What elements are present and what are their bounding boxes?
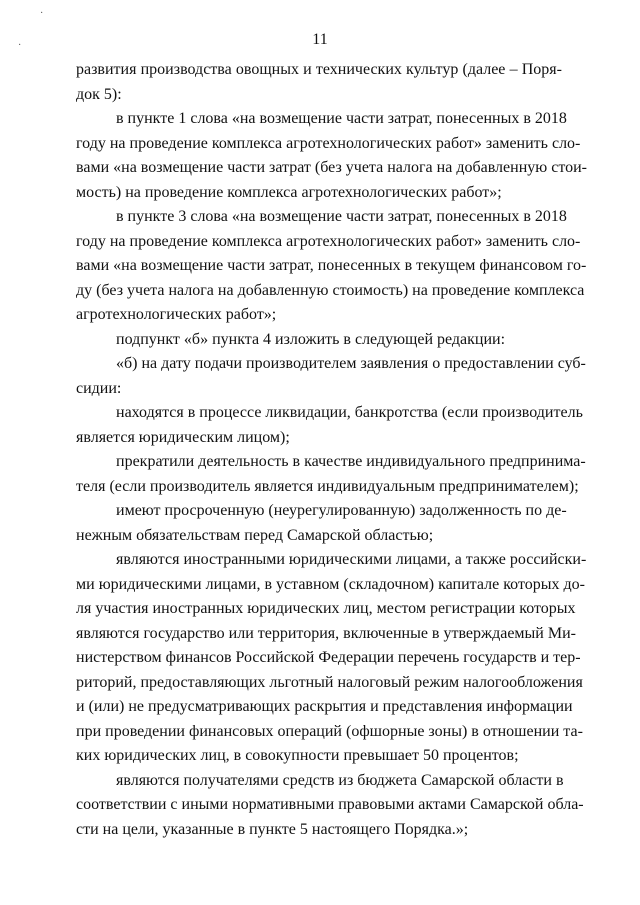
text-line: агротехнологических работ»; bbox=[76, 306, 277, 323]
text-line: теля (если производитель является индивидуальным предпринимателем); bbox=[76, 477, 579, 495]
text-line: сидии: bbox=[76, 379, 122, 397]
text-line: сти на цели, указанные в пункте 5 настоящего Порядка.»; bbox=[76, 820, 469, 838]
text-line: в пункте 1 слова «на возмещение части затрат, понесенных в 2018 bbox=[116, 110, 567, 127]
text-line: году на проведение комплекса агротехнологических работ» заменить сло- bbox=[76, 232, 581, 250]
text-line: прекратили деятельность в качестве индивидуального предпринима- bbox=[116, 453, 586, 470]
text-line: в пункте 3 слова «на возмещение части затрат, понесенных в 2018 bbox=[116, 208, 567, 225]
text-line: нежным обязательствам перед Самарской областью; bbox=[76, 526, 434, 544]
page-number: 11 bbox=[312, 31, 328, 48]
text-line: вами «на возмещение части затрат, понесенных в текущем финансовом го- bbox=[76, 257, 587, 274]
text-line: являются государство или территория, включенные в утверждаемый Ми- bbox=[76, 624, 576, 642]
text-line: имеют просроченную (неурегулированную) задолженность по де- bbox=[116, 502, 567, 519]
text-line: являются получателями средств из бюджета Самарской области в bbox=[116, 771, 564, 789]
text-line: являются иностранными юридическими лицами, а также российски- bbox=[116, 551, 587, 568]
scan-dot-mark: · bbox=[40, 8, 44, 19]
text-line: мость) на проведение комплекса агротехнологических работ»; bbox=[76, 183, 502, 201]
text-line: соответствии с иными нормативными правовыми актами Самарской обла- bbox=[76, 796, 584, 813]
text-line: развития производства овощных и технических культур (далее – Поря- bbox=[76, 61, 562, 78]
text-line: док 5): bbox=[76, 85, 122, 103]
text-line: нистерством финансов Российской Федерации перечень государств и тер- bbox=[76, 649, 581, 666]
text-line: при проведении финансовых операций (офшорные зоны) в отношении та- bbox=[76, 722, 583, 740]
document-body bbox=[76, 58, 587, 842]
text-line: вами «на возмещение части затрат (без учета налога на добавленную стои- bbox=[76, 159, 587, 176]
text-line: риторий, предоставляющих льготный налоговый режим налогообложения bbox=[76, 673, 583, 691]
text-line: ми юридическими лицами, в уставном (складочном) капитале которых до- bbox=[76, 575, 585, 593]
text-line: ду (без учета налога на добавленную стоимость) на проведение комплекса bbox=[76, 281, 585, 299]
text-line: является юридическим лицом); bbox=[76, 428, 290, 446]
text-line: ля участия иностранных юридических лиц, местом регистрации которых bbox=[76, 600, 576, 617]
text-line: «б) на дату подачи производителем заявления о предоставлении суб- bbox=[116, 355, 586, 372]
text-line: находятся в процессе ликвидации, банкротства (если производитель bbox=[116, 404, 583, 421]
text-line: и (или) не предусматривающих раскрытия и представления информации bbox=[76, 698, 573, 715]
text-line: ких юридических лиц, в совокупности превышает 50 процентов; bbox=[76, 747, 519, 764]
text-line: году на проведение комплекса агротехнологических работ» заменить сло- bbox=[76, 134, 581, 152]
scan-dot-mark: · bbox=[18, 40, 22, 51]
text-line: подпункт «б» пункта 4 изложить в следующей редакции: bbox=[116, 330, 506, 348]
